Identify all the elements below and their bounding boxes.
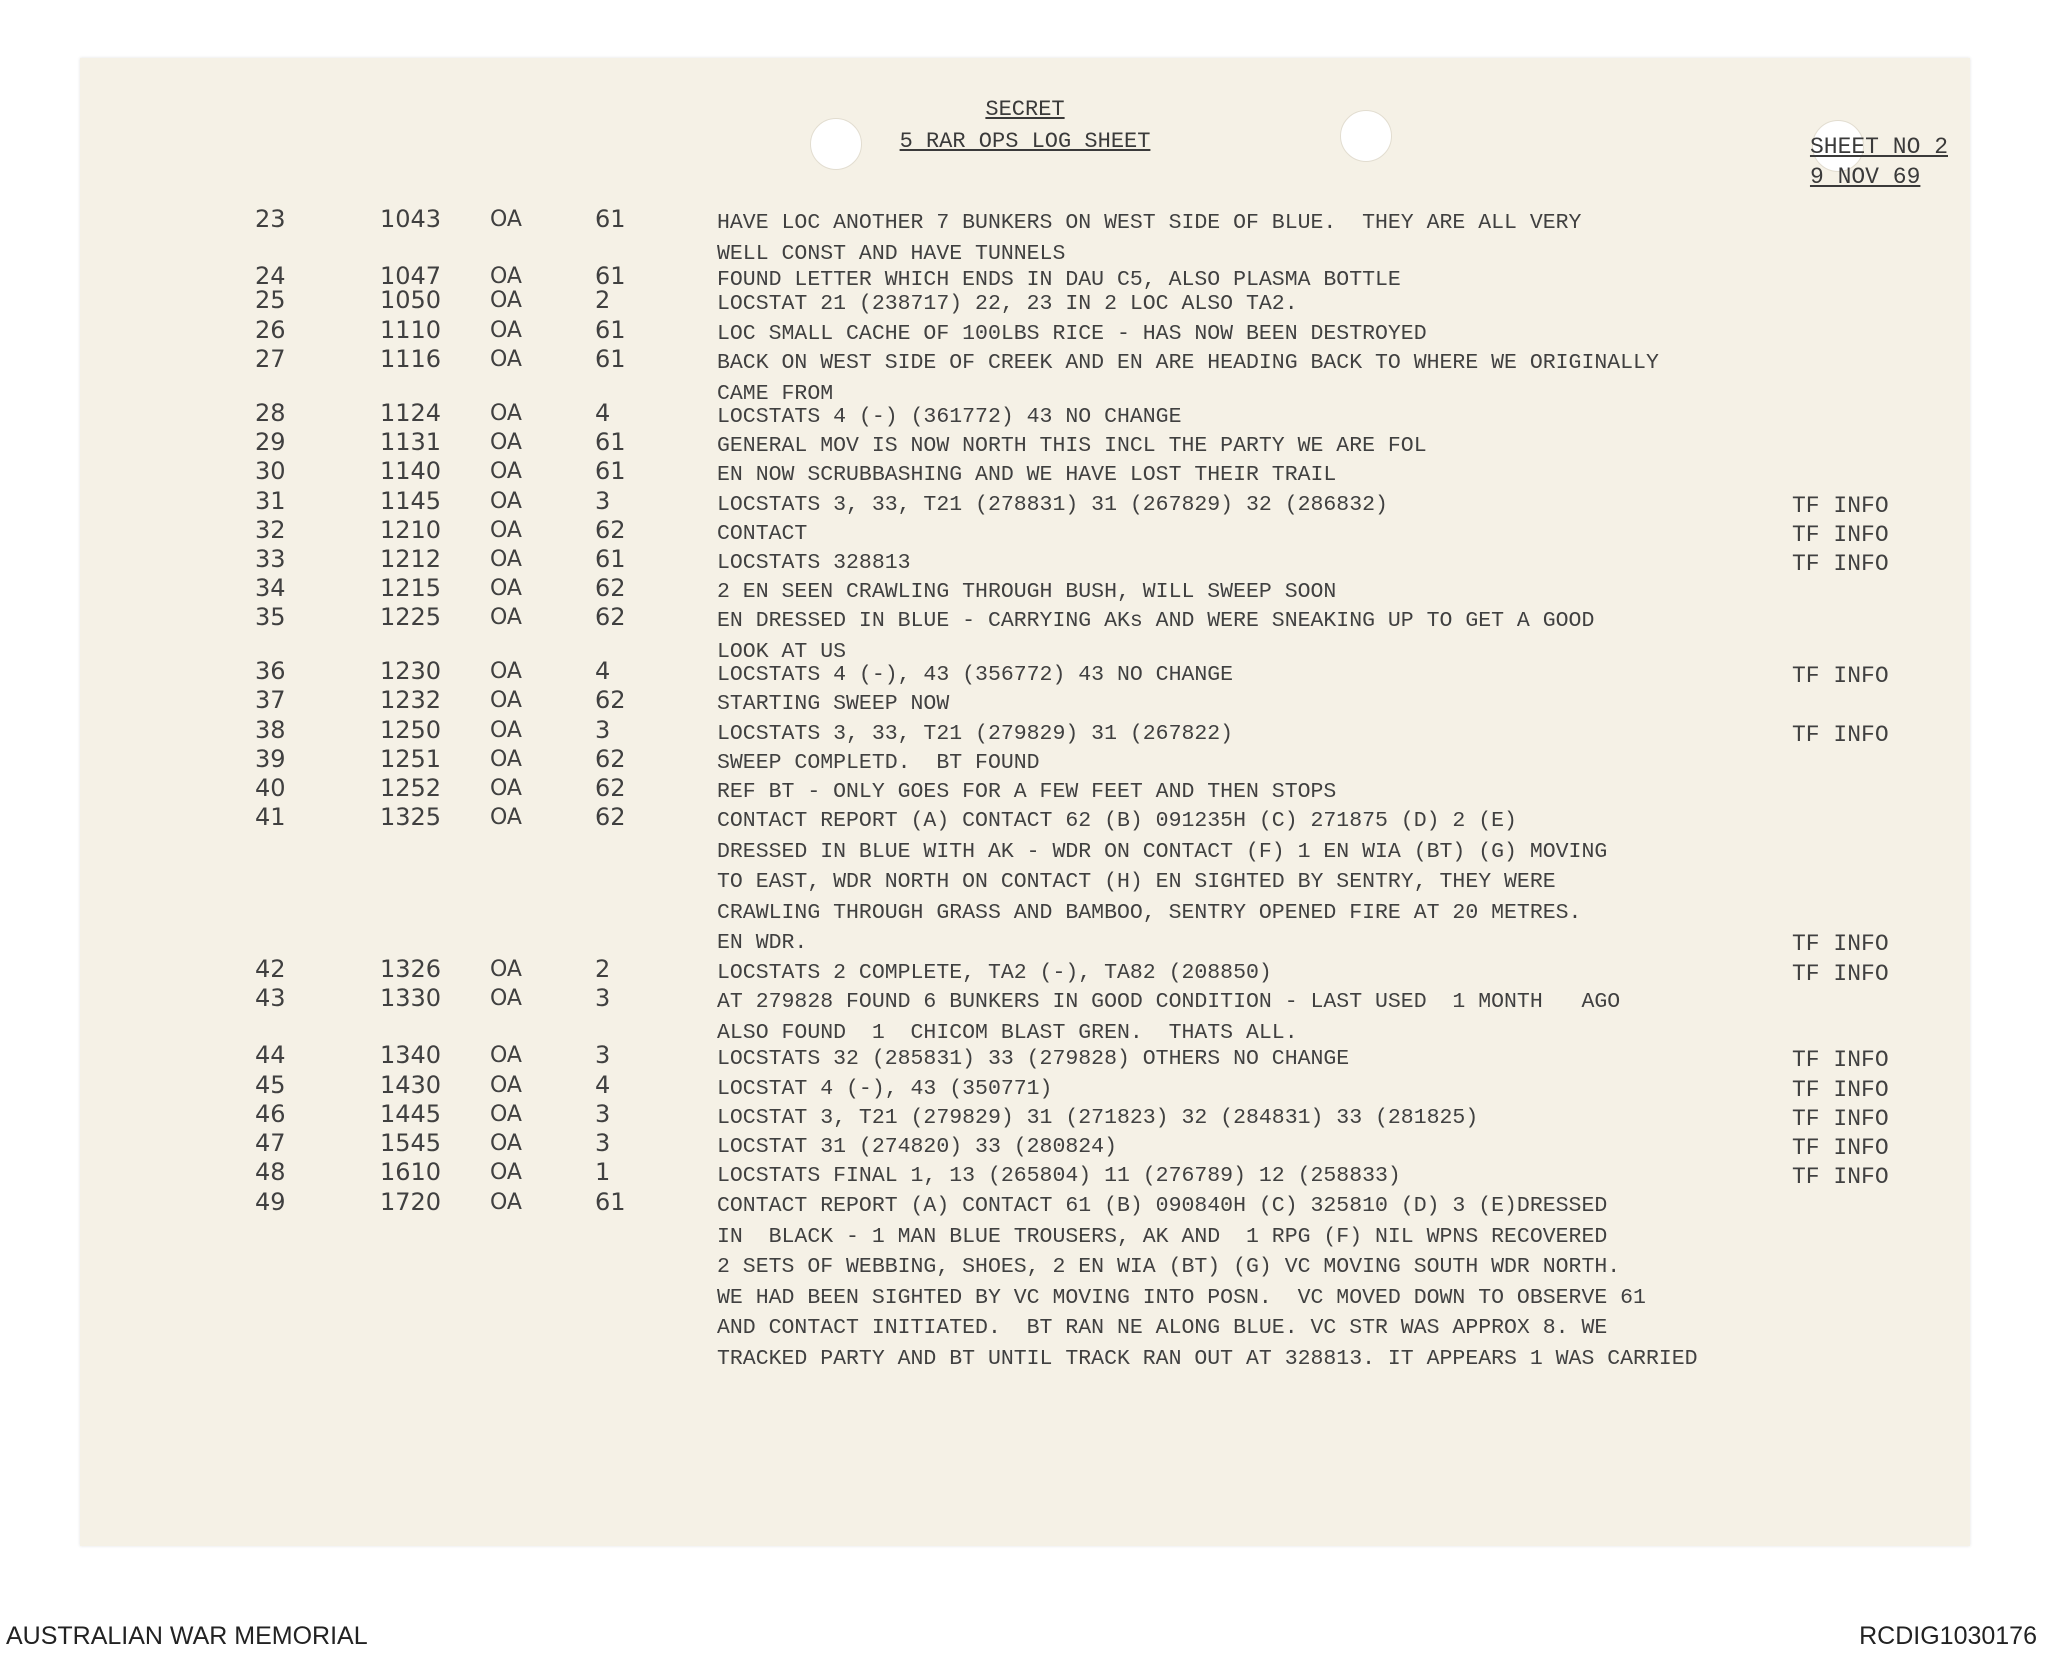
serial-number: 40 xyxy=(255,774,286,802)
serial-number: 23 xyxy=(255,205,286,233)
entry-from: OA xyxy=(490,1043,522,1068)
entry-to: 62 xyxy=(595,516,626,544)
log-entry xyxy=(80,984,1970,1048)
entry-time: 1230 xyxy=(380,657,442,685)
tf-info-note: TF INFO xyxy=(1792,1077,1889,1103)
entry-event: STARTING SWEEP NOW xyxy=(717,692,950,716)
log-entry xyxy=(80,686,1970,720)
entry-event: 2 EN SEEN CRAWLING THROUGH BUSH, WILL SWEEP SOON xyxy=(717,580,1337,604)
entry-to: 4 xyxy=(595,1071,611,1099)
entry-event: LOCSTATS 4 (-), 43 (356772) 43 NO CHANGE xyxy=(717,663,1234,687)
entry-to: 61 xyxy=(595,262,626,290)
entry-time: 1330 xyxy=(380,984,442,1012)
document-title: 5 RAR OPS LOG SHEET xyxy=(899,129,1151,154)
entry-to: 3 xyxy=(595,1100,611,1128)
entry-from: OA xyxy=(490,1073,522,1098)
entry-from: OA xyxy=(490,547,522,572)
log-entry xyxy=(80,574,1970,608)
entry-to: 3 xyxy=(595,487,611,515)
entry-event: FOUND LETTER WHICH ENDS IN DAU C5, ALSO PLASMA BOTTLE xyxy=(717,268,1401,292)
entry-event: LOC SMALL CACHE OF 100LBS RICE - HAS NOW BEEN DESTROYED xyxy=(717,322,1427,346)
tf-info-note: TF INFO xyxy=(1792,961,1889,987)
entry-to: 62 xyxy=(595,774,626,802)
entry-time: 1225 xyxy=(380,603,442,631)
entry-from: OA xyxy=(490,489,522,514)
entry-from: OA xyxy=(490,747,522,772)
entry-to: 4 xyxy=(595,399,611,427)
entry-time: 1326 xyxy=(380,955,442,983)
entry-time: 1340 xyxy=(380,1041,442,1069)
serial-number: 37 xyxy=(255,686,286,714)
entry-to: 62 xyxy=(595,574,626,602)
entry-from: OA xyxy=(490,576,522,601)
entry-event: LOCSTAT 4 (-), 43 (350771) xyxy=(717,1077,1053,1101)
tf-info-note: TF INFO xyxy=(1792,1047,1889,1073)
log-entry xyxy=(80,1188,1970,1374)
tf-info-note: TF INFO xyxy=(1792,493,1889,519)
entry-from: OA xyxy=(490,518,522,543)
entry-time: 1610 xyxy=(380,1158,442,1186)
tf-info-note: TF INFO xyxy=(1792,522,1889,548)
serial-number: 43 xyxy=(255,984,286,1012)
entry-event: GENERAL MOV IS NOW NORTH THIS INCL THE PARTY WE ARE FOL xyxy=(717,434,1427,458)
sheet-info xyxy=(1810,132,1948,192)
entry-from: OA xyxy=(490,659,522,684)
log-entry xyxy=(80,803,1970,959)
entry-event: LOCSTATS 32 (285831) 33 (279828) OTHERS NO CHANGE xyxy=(717,1047,1350,1071)
serial-number: 47 xyxy=(255,1129,286,1157)
log-entry xyxy=(80,774,1970,808)
serial-number: 41 xyxy=(255,803,286,831)
entry-from: OA xyxy=(490,1160,522,1185)
entry-event: HAVE LOC ANOTHER 7 BUNKERS ON WEST SIDE OF BLUE. THEY ARE ALL VERY WELL CONST AND HAVE TUNNELS xyxy=(717,211,1582,266)
entry-from: OA xyxy=(490,318,522,343)
serial-number: 28 xyxy=(255,399,286,427)
entry-time: 1124 xyxy=(380,399,442,427)
document-header xyxy=(80,94,1970,158)
serial-number: 27 xyxy=(255,345,286,373)
entry-time: 1325 xyxy=(380,803,442,831)
entry-from: OA xyxy=(490,776,522,801)
serial-number: 42 xyxy=(255,955,286,983)
tf-info-note: TF INFO xyxy=(1792,663,1889,689)
serial-number: 32 xyxy=(255,516,286,544)
serial-number: 29 xyxy=(255,428,286,456)
entry-event: CONTACT REPORT (A) CONTACT 62 (B) 091235H (C) 271875 (D) 2 (E) DRESSED IN BLUE WITH AK - WDR ON CONTACT (F) 1 EN WIA (BT) (G) MOVING TO EAST, WDR NORTH ON CONTACT (H) EN SIGHTED BY SENTRY, THEY WERE CRAWLING THROUGH GRASS AND BAMBOO, SENTRY OPENED FIRE AT 20 METRES. EN WDR. xyxy=(717,809,1608,955)
entry-event: LOCSTAT 31 (274820) 33 (280824) xyxy=(717,1135,1117,1159)
entry-time: 1140 xyxy=(380,457,442,485)
serial-number: 38 xyxy=(255,716,286,744)
entry-event: BACK ON WEST SIDE OF CREEK AND EN ARE HEADING BACK TO WHERE WE ORIGINALLY CAME FROM xyxy=(717,351,1659,406)
entry-from: OA xyxy=(490,288,522,313)
entry-event: LOCSTATS 328813 xyxy=(717,551,911,575)
entry-event: LOCSTATS FINAL 1, 13 (265804) 11 (276789) 12 (258833) xyxy=(717,1164,1401,1188)
log-entry xyxy=(80,745,1970,779)
entry-from: OA xyxy=(490,430,522,455)
entry-from: OA xyxy=(490,1190,522,1215)
entry-from: OA xyxy=(490,401,522,426)
entry-from: OA xyxy=(490,207,522,232)
log-entry xyxy=(80,457,1970,491)
entry-from: OA xyxy=(490,1102,522,1127)
entry-to: 61 xyxy=(595,457,626,485)
log-entry xyxy=(80,516,1970,550)
entry-time: 1232 xyxy=(380,686,442,714)
entry-event: LOCSTAT 3, T21 (279829) 31 (271823) 32 (284831) 33 (281825) xyxy=(717,1106,1479,1130)
entry-time: 1050 xyxy=(380,286,442,314)
entry-event: CONTACT REPORT (A) CONTACT 61 (B) 090840H (C) 325810 (D) 3 (E)DRESSED IN BLACK - 1 MAN BLUE TROUSERS, AK AND 1 RPG (F) NIL WPNS RECOVERED 2 SETS OF WEBBING, SHOES, 2 EN WIA (BT) (G) VC MOVING SOUTH WDR NORTH. WE HAD BEEN SIGHTED BY VC MOVING INTO POSN. VC MOVED DOWN TO OBSERVE 61 AND CONTACT INITIATED. BT RAN NE ALONG BLUE. VC STR WAS APPROX 8. WE TRACKED PARTY AND BT UNTIL TRACK RAN OUT AT 328813. IT APPEARS 1 WAS CARRIED xyxy=(717,1194,1698,1371)
entry-to: 61 xyxy=(595,1188,626,1216)
tf-info-note: TF INFO xyxy=(1792,722,1889,748)
entry-time: 1145 xyxy=(380,487,442,515)
entry-time: 1720 xyxy=(380,1188,442,1216)
entry-event: LOCSTATS 4 (-) (361772) 43 NO CHANGE xyxy=(717,405,1182,429)
entry-to: 3 xyxy=(595,1041,611,1069)
entry-time: 1116 xyxy=(380,345,442,373)
entry-to: 61 xyxy=(595,545,626,573)
entry-to: 4 xyxy=(595,657,611,685)
entry-event: EN DRESSED IN BLUE - CARRYING AKs AND WERE SNEAKING UP TO GET A GOOD LOOK AT US xyxy=(717,609,1595,664)
entry-to: 62 xyxy=(595,803,626,831)
entry-time: 1252 xyxy=(380,774,442,802)
entry-to: 62 xyxy=(595,686,626,714)
log-entry xyxy=(80,657,1970,691)
log-entry xyxy=(80,1071,1970,1105)
entry-time: 1210 xyxy=(380,516,442,544)
entry-time: 1430 xyxy=(380,1071,442,1099)
entry-from: OA xyxy=(490,347,522,372)
entry-event: CONTACT xyxy=(717,522,808,546)
entry-time: 1251 xyxy=(380,745,442,773)
entry-to: 1 xyxy=(595,1158,611,1186)
log-entry xyxy=(80,603,1970,667)
entry-time: 1445 xyxy=(380,1100,442,1128)
log-entry xyxy=(80,205,1970,269)
serial-number: 35 xyxy=(255,603,286,631)
log-entry xyxy=(80,316,1970,350)
serial-number: 39 xyxy=(255,745,286,773)
footer-archive-name: AUSTRALIAN WAR MEMORIAL xyxy=(6,1622,368,1650)
entry-event: AT 279828 FOUND 6 BUNKERS IN GOOD CONDITION - LAST USED 1 MONTH AGO ALSO FOUND 1 CHICOM BLAST GREN. THATS ALL. xyxy=(717,990,1621,1045)
serial-number: 24 xyxy=(255,262,286,290)
entry-from: OA xyxy=(490,264,522,289)
entry-from: OA xyxy=(490,605,522,630)
entry-time: 1047 xyxy=(380,262,442,290)
entry-from: OA xyxy=(490,718,522,743)
entry-from: OA xyxy=(490,1131,522,1156)
log-entry xyxy=(80,487,1970,521)
log-entry xyxy=(80,716,1970,750)
entry-time: 1110 xyxy=(380,316,442,344)
serial-number: 48 xyxy=(255,1158,286,1186)
sheet-number: SHEET NO 2 xyxy=(1809,134,1948,160)
log-entry xyxy=(80,545,1970,579)
serial-number: 36 xyxy=(255,657,286,685)
entry-event: LOCSTAT 21 (238717) 22, 23 IN 2 LOC ALSO TA2. xyxy=(717,292,1298,316)
entry-to: 3 xyxy=(595,716,611,744)
serial-number: 25 xyxy=(255,286,286,314)
serial-number: 30 xyxy=(255,457,286,485)
log-entry xyxy=(80,1041,1970,1075)
log-entry xyxy=(80,286,1970,320)
serial-number: 26 xyxy=(255,316,286,344)
tf-info-note: TF INFO xyxy=(1792,1106,1889,1132)
entry-from: OA xyxy=(490,957,522,982)
entry-time: 1212 xyxy=(380,545,442,573)
entry-from: OA xyxy=(490,805,522,830)
footer-record-id: RCDIG1030176 xyxy=(1859,1622,2037,1650)
entry-to: 61 xyxy=(595,205,626,233)
entry-time: 1215 xyxy=(380,574,442,602)
document-page xyxy=(80,58,1970,1546)
tf-info-note: TF INFO xyxy=(1792,1164,1889,1190)
log-entry xyxy=(80,1129,1970,1163)
entry-event: LOCSTATS 2 COMPLETE, TA2 (-), TA82 (208850) xyxy=(717,961,1272,985)
entry-to: 2 xyxy=(595,286,611,314)
serial-number: 49 xyxy=(255,1188,286,1216)
entry-to: 61 xyxy=(595,345,626,373)
entry-to: 3 xyxy=(595,984,611,1012)
serial-number: 44 xyxy=(255,1041,286,1069)
entry-to: 61 xyxy=(595,316,626,344)
entry-to: 62 xyxy=(595,745,626,773)
log-entry xyxy=(80,1158,1970,1192)
log-entry xyxy=(80,399,1970,433)
tf-info-note: TF INFO xyxy=(1792,1135,1889,1161)
tf-info-note: TF INFO xyxy=(1792,931,1889,957)
entry-to: 62 xyxy=(595,603,626,631)
entry-event: SWEEP COMPLETD. BT FOUND xyxy=(717,751,1040,775)
entry-time: 1043 xyxy=(380,205,442,233)
serial-number: 45 xyxy=(255,1071,286,1099)
entry-to: 3 xyxy=(595,1129,611,1157)
entry-event: LOCSTATS 3, 33, T21 (279829) 31 (267822) xyxy=(717,722,1234,746)
entry-time: 1250 xyxy=(380,716,442,744)
log-entry xyxy=(80,428,1970,462)
log-entry xyxy=(80,345,1970,409)
entry-from: OA xyxy=(490,459,522,484)
entry-time: 1545 xyxy=(380,1129,442,1157)
serial-number: 34 xyxy=(255,574,286,602)
entry-from: OA xyxy=(490,688,522,713)
serial-number: 33 xyxy=(255,545,286,573)
entry-to: 61 xyxy=(595,428,626,456)
serial-number: 46 xyxy=(255,1100,286,1128)
entry-event: LOCSTATS 3, 33, T21 (278831) 31 (267829) 32 (286832) xyxy=(717,493,1388,517)
log-entry xyxy=(80,955,1970,989)
sheet-date: 9 NOV 69 xyxy=(1809,164,1921,190)
classification-label: SECRET xyxy=(985,97,1065,122)
entry-to: 2 xyxy=(595,955,611,983)
log-entry xyxy=(80,1100,1970,1134)
entry-from: OA xyxy=(490,986,522,1011)
entry-time: 1131 xyxy=(380,428,442,456)
serial-number: 31 xyxy=(255,487,286,515)
entry-event: EN NOW SCRUBBASHING AND WE HAVE LOST THEIR TRAIL xyxy=(717,463,1337,487)
entry-event: REF BT - ONLY GOES FOR A FEW FEET AND THEN STOPS xyxy=(717,780,1337,804)
tf-info-note: TF INFO xyxy=(1792,551,1889,577)
